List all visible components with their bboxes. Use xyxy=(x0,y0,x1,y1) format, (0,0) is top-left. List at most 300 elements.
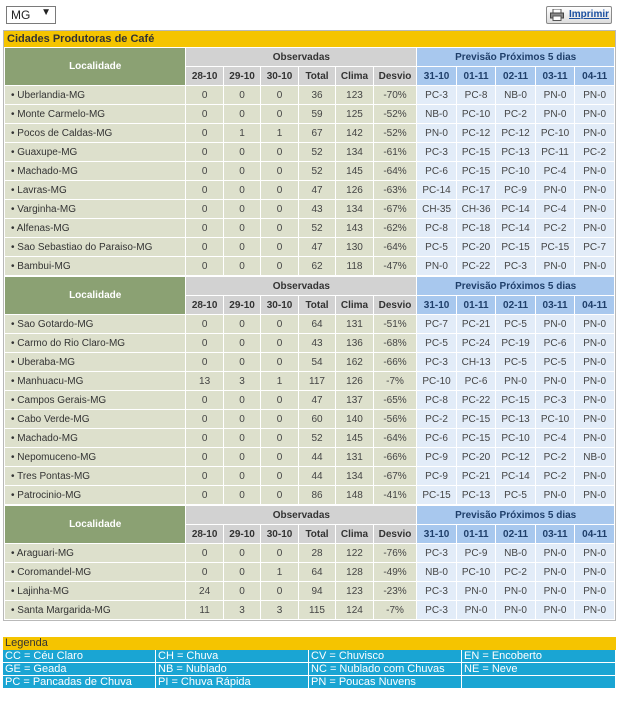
observed-value: 123 xyxy=(336,86,372,104)
previsao-header: Previsão Próximos 5 dias xyxy=(417,506,614,524)
table-row xyxy=(5,238,614,256)
observed-value: 0 xyxy=(261,315,297,333)
city-name: • Tres Pontas-MG xyxy=(5,467,185,485)
forecast-value: PN-0 xyxy=(575,563,614,581)
observed-value: 94 xyxy=(299,582,335,600)
city-name: • Nepomuceno-MG xyxy=(5,448,185,466)
previsao-column-header: 04-11 xyxy=(575,525,614,543)
observed-value: 1 xyxy=(261,563,297,581)
observed-value: -41% xyxy=(374,486,417,504)
observed-value: 0 xyxy=(261,86,297,104)
forecast-value: PC-22 xyxy=(457,257,496,275)
observed-value: 64 xyxy=(299,563,335,581)
printer-icon xyxy=(550,9,564,21)
forecast-value: PC-14 xyxy=(496,200,535,218)
forecast-value: PN-0 xyxy=(575,601,614,619)
observed-value: 0 xyxy=(186,162,222,180)
observed-value: -65% xyxy=(374,391,417,409)
observed-value: -67% xyxy=(374,467,417,485)
forecast-value: PC-5 xyxy=(496,315,535,333)
observed-value: 44 xyxy=(299,448,335,466)
observed-value: 0 xyxy=(224,410,260,428)
observed-value: 24 xyxy=(186,582,222,600)
observed-value: -66% xyxy=(374,353,417,371)
table-row xyxy=(5,563,614,581)
forecast-value: PC-17 xyxy=(457,181,496,199)
observadas-column-header: 29-10 xyxy=(224,525,260,543)
observed-value: 122 xyxy=(336,544,372,562)
forecast-value: PN-0 xyxy=(536,315,575,333)
forecast-value: NB-0 xyxy=(496,86,535,104)
observed-value: 0 xyxy=(224,544,260,562)
observed-value: 143 xyxy=(336,219,372,237)
forecast-value: PC-9 xyxy=(496,181,535,199)
panel-title: Cidades Produtoras de Café xyxy=(4,31,615,47)
table-row xyxy=(5,105,614,123)
observed-value: 0 xyxy=(261,200,297,218)
observed-value: 0 xyxy=(261,238,297,256)
forecast-value: PC-15 xyxy=(496,238,535,256)
city-name: • Sao Sebastiao do Paraiso-MG xyxy=(5,238,185,256)
table-row xyxy=(5,429,614,447)
observed-value: 0 xyxy=(224,467,260,485)
city-name: • Sao Gotardo-MG xyxy=(5,315,185,333)
observed-value: 0 xyxy=(224,353,260,371)
observed-value: 0 xyxy=(186,467,222,485)
observed-value: 126 xyxy=(336,181,372,199)
forecast-value: PC-9 xyxy=(417,448,456,466)
forecast-value: PN-0 xyxy=(575,582,614,600)
forecast-value: PC-10 xyxy=(496,429,535,447)
forecast-value: PC-21 xyxy=(457,315,496,333)
forecast-value: PN-0 xyxy=(457,601,496,619)
forecast-value: CH-36 xyxy=(457,200,496,218)
table-row xyxy=(5,143,614,161)
observed-value: 0 xyxy=(186,410,222,428)
observadas-column-header: Desvio xyxy=(374,525,417,543)
previsao-column-header: 04-11 xyxy=(575,67,614,85)
top-toolbar xyxy=(0,0,631,30)
forecast-value: PC-10 xyxy=(536,124,575,142)
previsao-column-header: 31-10 xyxy=(417,525,456,543)
observed-value: 0 xyxy=(186,486,222,504)
observed-value: 0 xyxy=(224,86,260,104)
table-row xyxy=(5,410,614,428)
table-row xyxy=(5,544,614,562)
forecast-value: PC-3 xyxy=(496,257,535,275)
forecast-value: PN-0 xyxy=(496,372,535,390)
observed-value: 0 xyxy=(224,181,260,199)
forecast-value: CH-35 xyxy=(417,200,456,218)
observed-value: 125 xyxy=(336,105,372,123)
legend-row xyxy=(3,650,616,663)
forecast-value: PC-15 xyxy=(417,486,456,504)
forecast-value: PC-5 xyxy=(417,238,456,256)
observed-value: 0 xyxy=(224,486,260,504)
forecast-value: PC-3 xyxy=(417,582,456,600)
observed-value: 0 xyxy=(224,143,260,161)
forecast-value: NB-0 xyxy=(417,563,456,581)
previsao-column-header: 31-10 xyxy=(417,296,456,314)
forecast-value: PC-14 xyxy=(496,467,535,485)
observadas-column-header: 30-10 xyxy=(261,296,297,314)
observed-value: 128 xyxy=(336,563,372,581)
observed-value: -52% xyxy=(374,105,417,123)
observadas-column-header: Total xyxy=(299,67,335,85)
observadas-column-header: 28-10 xyxy=(186,296,222,314)
city-name: • Machado-MG xyxy=(5,162,185,180)
observed-value: 64 xyxy=(299,315,335,333)
city-name: • Machado-MG xyxy=(5,429,185,447)
forecast-value: PN-0 xyxy=(575,181,614,199)
observadas-column-header: 28-10 xyxy=(186,67,222,85)
forecast-value: PC-10 xyxy=(536,410,575,428)
forecast-value: PC-2 xyxy=(496,563,535,581)
forecast-value: NB-0 xyxy=(575,448,614,466)
forecast-value: PN-0 xyxy=(536,544,575,562)
observadas-column-header: 28-10 xyxy=(186,525,222,543)
observed-value: 0 xyxy=(224,582,260,600)
forecast-value: PN-0 xyxy=(536,582,575,600)
city-name: • Guaxupe-MG xyxy=(5,143,185,161)
forecast-value: PC-24 xyxy=(457,334,496,352)
observed-value: 0 xyxy=(261,391,297,409)
observed-value: 0 xyxy=(186,315,222,333)
legend-entry: NB = Nublado xyxy=(156,663,309,676)
observed-value: 131 xyxy=(336,448,372,466)
observed-value: 0 xyxy=(261,219,297,237)
observed-value: 126 xyxy=(336,372,372,390)
observed-value: -64% xyxy=(374,238,417,256)
observed-value: 0 xyxy=(261,544,297,562)
observed-value: 0 xyxy=(186,334,222,352)
print-button[interactable] xyxy=(546,6,612,24)
forecast-value: PC-3 xyxy=(417,353,456,371)
forecast-value: PC-22 xyxy=(457,391,496,409)
observed-value: 67 xyxy=(299,124,335,142)
observadas-header: Observadas xyxy=(186,506,416,524)
forecast-value: PN-0 xyxy=(457,582,496,600)
table-row xyxy=(5,334,614,352)
observed-value: 0 xyxy=(224,563,260,581)
observed-value: 60 xyxy=(299,410,335,428)
observed-value: -76% xyxy=(374,544,417,562)
city-name: • Manhuacu-MG xyxy=(5,372,185,390)
forecast-value: PN-0 xyxy=(575,200,614,218)
table-row xyxy=(5,181,614,199)
observed-value: 0 xyxy=(261,467,297,485)
legend-entry xyxy=(462,676,616,689)
observed-value: 0 xyxy=(224,200,260,218)
forecast-value: PC-12 xyxy=(496,124,535,142)
forecast-value: PC-20 xyxy=(457,238,496,256)
previsao-column-header: 01-11 xyxy=(457,296,496,314)
forecast-value: PN-0 xyxy=(575,257,614,275)
forecast-value: PN-0 xyxy=(575,467,614,485)
observadas-column-header: 30-10 xyxy=(261,67,297,85)
observed-value: 1 xyxy=(261,124,297,142)
forecast-value: PN-0 xyxy=(575,486,614,504)
previsao-column-header: 04-11 xyxy=(575,296,614,314)
observed-value: 13 xyxy=(186,372,222,390)
forecast-value: PC-9 xyxy=(417,467,456,485)
observadas-column-header: Clima xyxy=(336,67,372,85)
forecast-value: PC-6 xyxy=(457,372,496,390)
observed-value: -70% xyxy=(374,86,417,104)
forecast-value: PC-15 xyxy=(457,162,496,180)
observed-value: 0 xyxy=(186,544,222,562)
observed-value: 59 xyxy=(299,105,335,123)
observed-value: 145 xyxy=(336,429,372,447)
city-name: • Cabo Verde-MG xyxy=(5,410,185,428)
observed-value: -23% xyxy=(374,582,417,600)
observadas-column-header: Total xyxy=(299,296,335,314)
observed-value: 145 xyxy=(336,162,372,180)
legend-entry: CV = Chuvisco xyxy=(309,650,462,663)
observed-value: 54 xyxy=(299,353,335,371)
city-name: • Patrocinio-MG xyxy=(5,486,185,504)
table-row xyxy=(5,315,614,333)
forecast-value: PN-0 xyxy=(536,181,575,199)
forecast-value: PN-0 xyxy=(575,86,614,104)
forecast-value: PC-10 xyxy=(496,162,535,180)
city-name: • Carmo do Rio Claro-MG xyxy=(5,334,185,352)
localidade-header: Localidade xyxy=(5,506,185,543)
forecast-value: PN-0 xyxy=(536,105,575,123)
observed-value: 0 xyxy=(261,448,297,466)
observed-value: 0 xyxy=(261,143,297,161)
observed-value: 118 xyxy=(336,257,372,275)
observed-value: 123 xyxy=(336,582,372,600)
observed-value: 0 xyxy=(224,238,260,256)
previsao-column-header: 03-11 xyxy=(536,296,575,314)
table-row xyxy=(5,353,614,371)
observed-value: 1 xyxy=(261,372,297,390)
observed-value: 52 xyxy=(299,429,335,447)
observadas-column-header: 29-10 xyxy=(224,296,260,314)
observed-value: 62 xyxy=(299,257,335,275)
dropdown-arrow-icon: ▼ xyxy=(41,7,51,18)
observed-value: -61% xyxy=(374,143,417,161)
observed-value: 52 xyxy=(299,143,335,161)
observed-value: 0 xyxy=(261,410,297,428)
legend-entry: NC = Nublado com Chuvas xyxy=(309,663,462,676)
city-name: • Varginha-MG xyxy=(5,200,185,218)
observed-value: 0 xyxy=(224,391,260,409)
observed-value: 3 xyxy=(261,601,297,619)
city-table-3 xyxy=(4,505,615,620)
observed-value: 0 xyxy=(261,162,297,180)
forecast-value: PC-4 xyxy=(536,429,575,447)
forecast-value: PC-6 xyxy=(417,162,456,180)
table-row xyxy=(5,372,614,390)
observed-value: 28 xyxy=(299,544,335,562)
observed-value: 0 xyxy=(186,429,222,447)
table-row xyxy=(5,86,614,104)
forecast-value: PN-0 xyxy=(536,86,575,104)
observed-value: 3 xyxy=(224,372,260,390)
forecast-value: PC-10 xyxy=(457,105,496,123)
table-row xyxy=(5,601,614,619)
observed-value: -7% xyxy=(374,372,417,390)
observed-value: 0 xyxy=(186,143,222,161)
legend-entry: PN = Poucas Nuvens xyxy=(309,676,462,689)
previsao-column-header: 02-11 xyxy=(496,67,535,85)
observed-value: -67% xyxy=(374,200,417,218)
forecast-value: PN-0 xyxy=(536,486,575,504)
coffee-cities-panel xyxy=(3,30,616,621)
city-name: • Coromandel-MG xyxy=(5,563,185,581)
city-name: • Uberlandia-MG xyxy=(5,86,185,104)
forecast-value: PC-20 xyxy=(457,448,496,466)
legend-entry: NE = Neve xyxy=(462,663,616,676)
forecast-value: PC-4 xyxy=(536,200,575,218)
forecast-value: PC-10 xyxy=(417,372,456,390)
observed-value: 52 xyxy=(299,162,335,180)
forecast-value: PC-13 xyxy=(496,410,535,428)
forecast-value: PN-0 xyxy=(575,372,614,390)
observed-value: 134 xyxy=(336,143,372,161)
forecast-value: PN-0 xyxy=(536,563,575,581)
table-row xyxy=(5,124,614,142)
forecast-value: PC-21 xyxy=(457,467,496,485)
forecast-value: PC-15 xyxy=(536,238,575,256)
city-name: • Pocos de Caldas-MG xyxy=(5,124,185,142)
forecast-value: PC-13 xyxy=(496,143,535,161)
city-name: • Monte Carmelo-MG xyxy=(5,105,185,123)
observed-value: -7% xyxy=(374,601,417,619)
observed-value: 0 xyxy=(186,200,222,218)
table-row xyxy=(5,162,614,180)
observed-value: 0 xyxy=(186,448,222,466)
observed-value: 134 xyxy=(336,200,372,218)
previsao-column-header: 31-10 xyxy=(417,67,456,85)
observadas-column-header: Total xyxy=(299,525,335,543)
table-row xyxy=(5,391,614,409)
observed-value: 148 xyxy=(336,486,372,504)
forecast-value: PN-0 xyxy=(575,219,614,237)
previsao-column-header: 03-11 xyxy=(536,525,575,543)
previsao-column-header: 02-11 xyxy=(496,296,535,314)
forecast-value: PC-12 xyxy=(496,448,535,466)
observed-value: 0 xyxy=(186,238,222,256)
forecast-value: PN-0 xyxy=(575,334,614,352)
forecast-value: NB-0 xyxy=(496,544,535,562)
observed-value: 124 xyxy=(336,601,372,619)
forecast-value: PN-0 xyxy=(496,582,535,600)
forecast-value: PC-3 xyxy=(417,601,456,619)
city-name: • Bambui-MG xyxy=(5,257,185,275)
localidade-header: Localidade xyxy=(5,277,185,314)
table-row xyxy=(5,219,614,237)
forecast-value: PC-3 xyxy=(417,143,456,161)
observed-value: 137 xyxy=(336,391,372,409)
forecast-value: PC-2 xyxy=(575,143,614,161)
city-table-2 xyxy=(4,276,615,505)
forecast-value: PC-6 xyxy=(417,429,456,447)
legend-entry: CC = Céu Claro xyxy=(3,650,156,663)
observed-value: 52 xyxy=(299,219,335,237)
observed-value: 136 xyxy=(336,334,372,352)
forecast-value: PC-8 xyxy=(457,86,496,104)
forecast-value: PC-19 xyxy=(496,334,535,352)
forecast-value: NB-0 xyxy=(417,105,456,123)
observed-value: 11 xyxy=(186,601,222,619)
forecast-value: PC-15 xyxy=(457,429,496,447)
city-name: • Campos Gerais-MG xyxy=(5,391,185,409)
legend-entry: EN = Encoberto xyxy=(462,650,616,663)
observadas-header: Observadas xyxy=(186,48,416,66)
observadas-column-header: Desvio xyxy=(374,296,417,314)
print-label: Imprimir xyxy=(569,9,610,20)
forecast-value: PC-18 xyxy=(457,219,496,237)
observed-value: 134 xyxy=(336,467,372,485)
observadas-column-header: 29-10 xyxy=(224,67,260,85)
observed-value: 0 xyxy=(224,448,260,466)
observed-value: 47 xyxy=(299,181,335,199)
forecast-value: PC-5 xyxy=(496,353,535,371)
legend-entry: GE = Geada xyxy=(3,663,156,676)
forecast-value: PN-0 xyxy=(575,429,614,447)
forecast-value: PC-14 xyxy=(417,181,456,199)
table-row xyxy=(5,582,614,600)
legend-title: Legenda xyxy=(3,637,616,650)
forecast-value: PC-2 xyxy=(417,410,456,428)
observed-value: 0 xyxy=(261,181,297,199)
forecast-value: PC-6 xyxy=(536,334,575,352)
observed-value: -51% xyxy=(374,315,417,333)
observed-value: 0 xyxy=(261,486,297,504)
observed-value: -49% xyxy=(374,563,417,581)
table-row xyxy=(5,486,614,504)
state-select[interactable] xyxy=(6,6,56,24)
city-name: • Araguari-MG xyxy=(5,544,185,562)
table-row xyxy=(5,467,614,485)
observed-value: -62% xyxy=(374,219,417,237)
observed-value: 47 xyxy=(299,391,335,409)
observed-value: 130 xyxy=(336,238,372,256)
forecast-value: PN-0 xyxy=(575,544,614,562)
forecast-value: PC-8 xyxy=(417,391,456,409)
table-row xyxy=(5,448,614,466)
observed-value: 0 xyxy=(186,86,222,104)
observed-value: 0 xyxy=(224,105,260,123)
forecast-value: PC-2 xyxy=(536,467,575,485)
observed-value: 0 xyxy=(261,353,297,371)
observed-value: 0 xyxy=(224,257,260,275)
forecast-value: PC-8 xyxy=(417,219,456,237)
forecast-value: CH-13 xyxy=(457,353,496,371)
observadas-column-header: 30-10 xyxy=(261,525,297,543)
previsao-column-header: 01-11 xyxy=(457,525,496,543)
observed-value: 0 xyxy=(261,582,297,600)
forecast-value: PN-0 xyxy=(575,124,614,142)
forecast-value: PN-0 xyxy=(536,257,575,275)
observed-value: 44 xyxy=(299,467,335,485)
forecast-value: PC-15 xyxy=(457,410,496,428)
forecast-value: PN-0 xyxy=(575,315,614,333)
observed-value: 0 xyxy=(186,353,222,371)
observed-value: 0 xyxy=(186,105,222,123)
forecast-value: PC-2 xyxy=(536,219,575,237)
previsao-header: Previsão Próximos 5 dias xyxy=(417,277,614,295)
observed-value: 43 xyxy=(299,200,335,218)
observed-value: 36 xyxy=(299,86,335,104)
observed-value: -47% xyxy=(374,257,417,275)
forecast-value: PN-0 xyxy=(575,353,614,371)
observed-value: 0 xyxy=(186,391,222,409)
observadas-column-header: Desvio xyxy=(374,67,417,85)
